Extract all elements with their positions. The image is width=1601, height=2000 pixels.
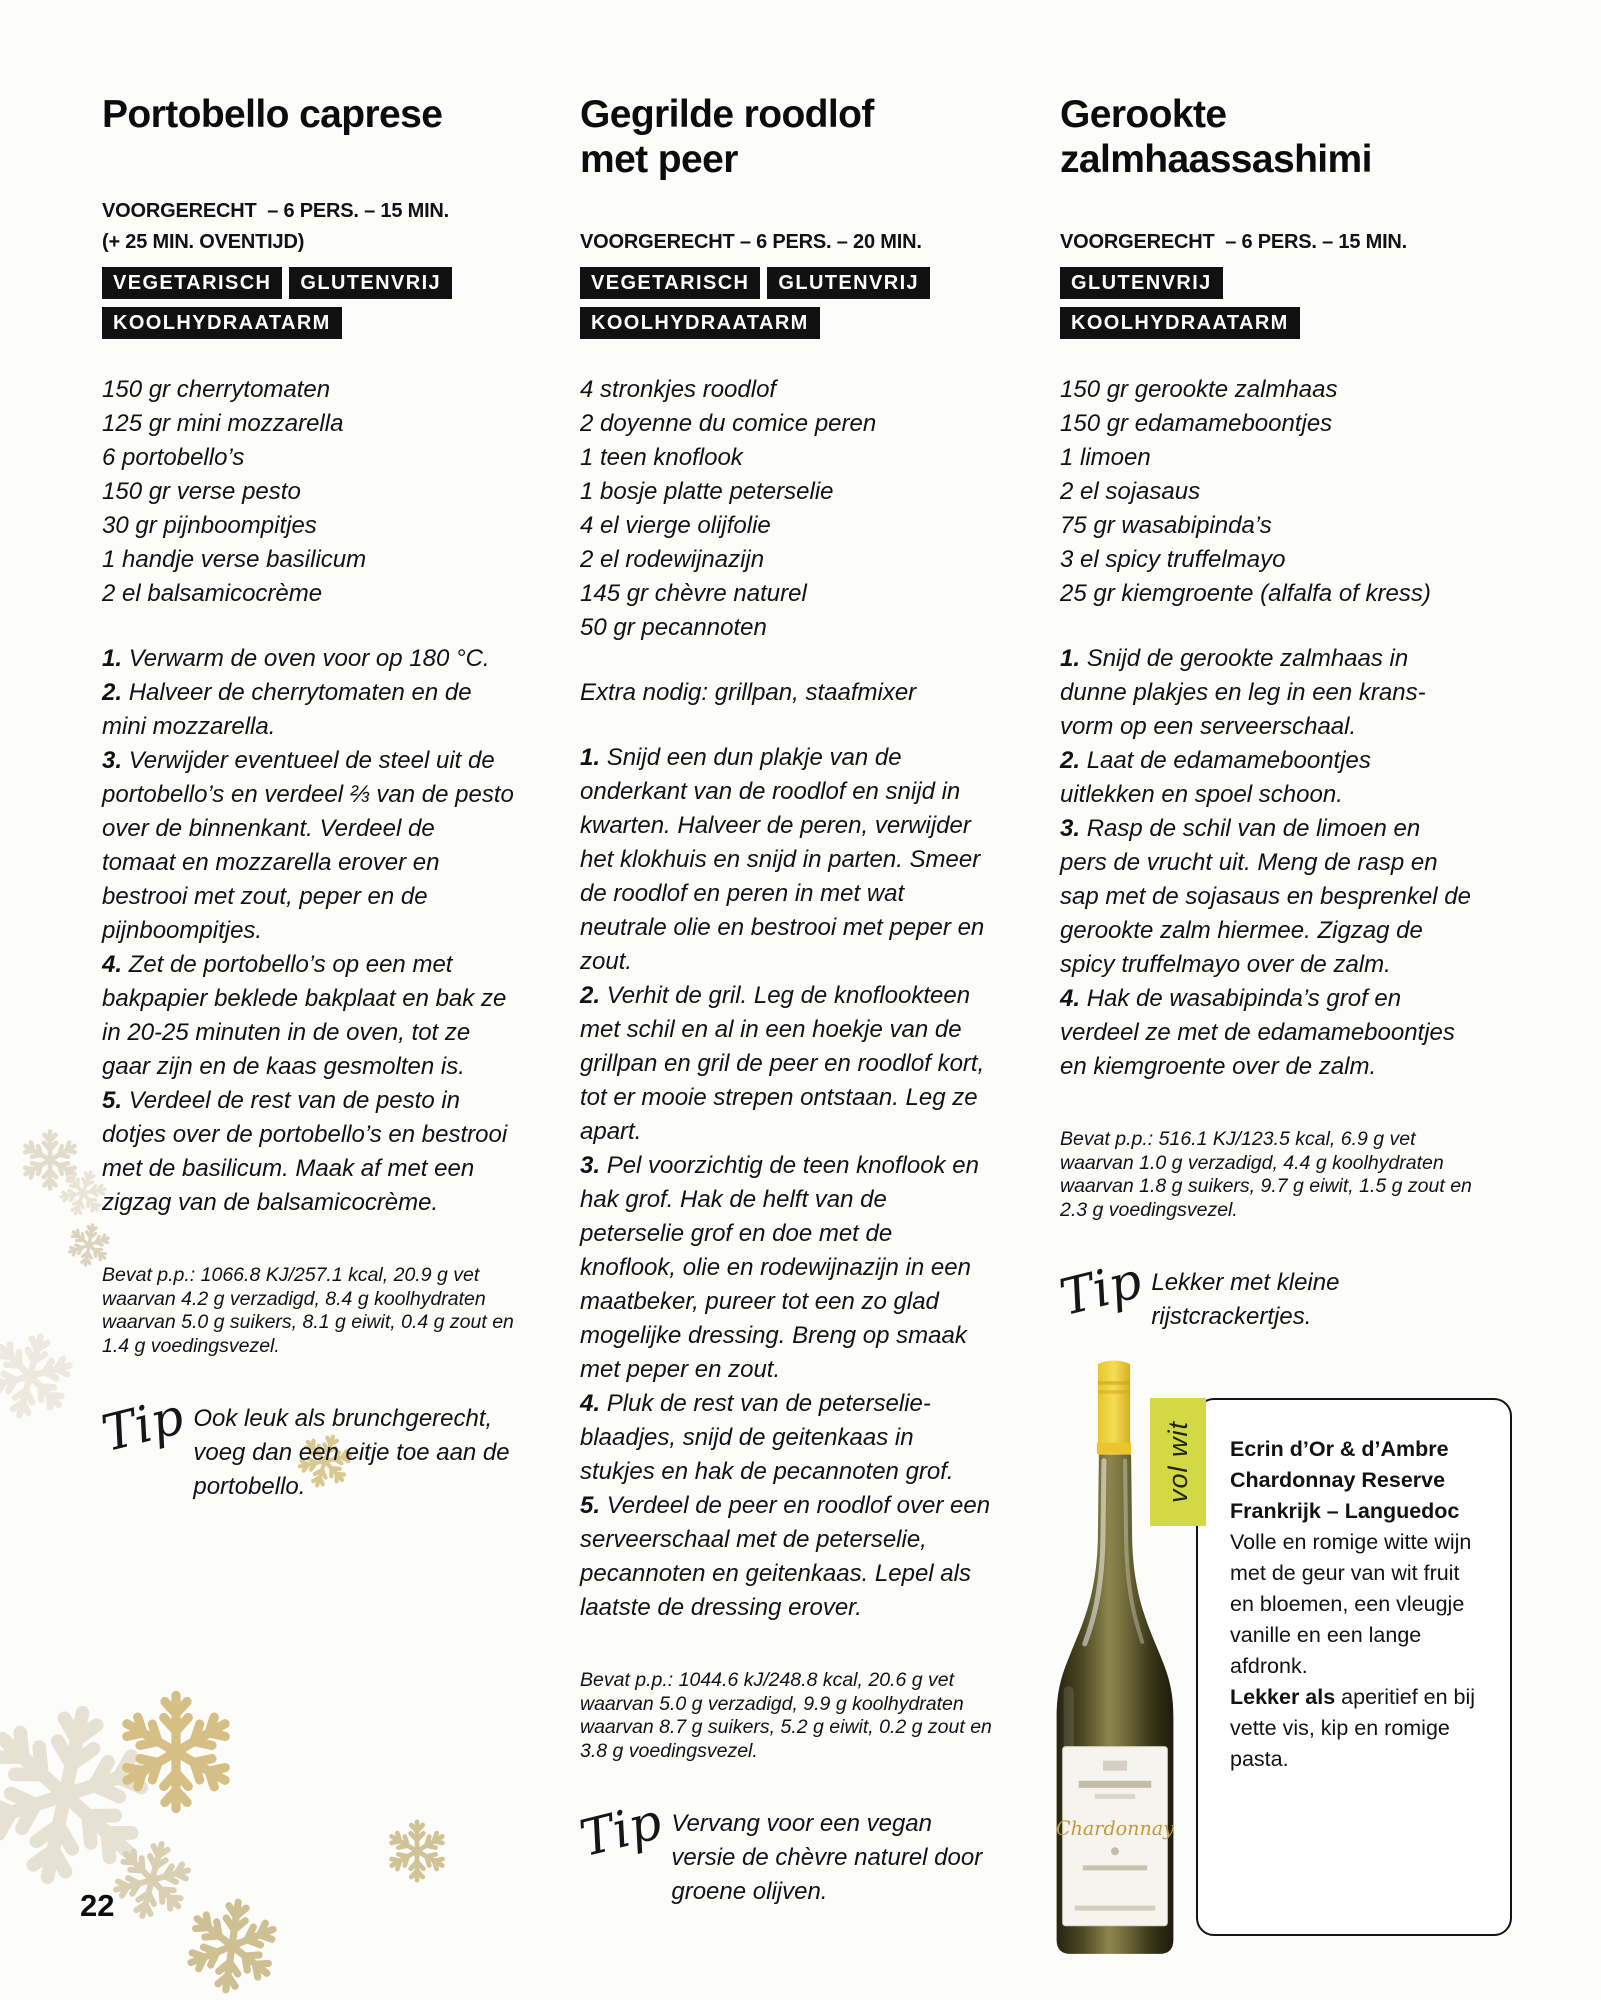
ingredient: 2 doyenne du comice peren bbox=[580, 410, 877, 437]
recipe-meta-line: VOORGERECHT – 6 PERS. – 20 MIN. bbox=[580, 231, 922, 253]
recipe-meta bbox=[580, 196, 992, 258]
ingredient: 4 el vierge olijfolie bbox=[580, 512, 771, 539]
ingredient-list bbox=[1060, 373, 1472, 611]
wine-name-line: Ecrin d’Or & d’Ambre bbox=[1230, 1437, 1449, 1461]
step-number: 3. bbox=[1060, 815, 1081, 842]
wine-pairing bbox=[1230, 1682, 1488, 1775]
step-list bbox=[102, 642, 514, 1220]
step-number: 1. bbox=[1060, 645, 1081, 672]
recipe-column-roodlof bbox=[574, 92, 992, 1909]
ingredient: 6 portobello’s bbox=[102, 444, 245, 471]
recipe-tags bbox=[1060, 267, 1472, 347]
step-text: Snijd de gerookte zalmhaas in dunne plakjes en leg in een krans-vorm op een serveerschaal. bbox=[1060, 645, 1426, 740]
diet-tag: VEGETARISCH bbox=[102, 267, 282, 299]
recipe-step bbox=[102, 642, 514, 676]
nutrition-info: Bevat p.p.: 1044.6 kJ/248.8 kcal, 20.6 g vet waarvan 5.0 g verzadigd, 9.9 g koolhydraten waarvan 8.7 g suikers, 5.2 g eiwit, 0.2 g zout en 3.8 g voedingsvezel. bbox=[580, 1669, 992, 1762]
recipe-title bbox=[580, 92, 992, 196]
ingredient: 125 gr mini mozzarella bbox=[102, 410, 344, 437]
step-text: Verdeel de rest van de pesto in dotjes over de portobello’s en bestrooi met de basilicum. Maak af met een zigzag van de balsamicocrème. bbox=[102, 1087, 508, 1216]
nutrition-info: Bevat p.p.: 516.1 KJ/123.5 kcal, 6.9 g vet waarvan 1.0 g verzadigd, 4.4 g koolhydraten waarvan 1.8 g suikers, 9.7 g eiwit, 1.5 g zout en 2.3 g voedingsvezel. bbox=[1060, 1128, 1472, 1221]
snowflake-icon bbox=[0, 1320, 86, 1433]
recipe-step bbox=[1060, 812, 1472, 982]
wine-name bbox=[1230, 1434, 1488, 1527]
nutrition-info: Bevat p.p.: 1066.8 KJ/257.1 kcal, 20.9 g vet waarvan 4.2 g verzadigd, 8.4 g koolhydraten waarvan 5.0 g suikers, 8.1 g eiwit, 0.4 g zout en 1.4 g voedingsvezel. bbox=[102, 1264, 514, 1357]
wine-type-badge-label: vol wit bbox=[1162, 1420, 1193, 1503]
recipe-step bbox=[102, 948, 514, 1084]
step-list bbox=[1060, 642, 1472, 1084]
wine-recommendation-card bbox=[1196, 1398, 1512, 1936]
recipe-step bbox=[580, 979, 992, 1149]
extra-needed: Extra nodig: grillpan, staafmixer bbox=[580, 679, 917, 706]
diet-tag: VEGETARISCH bbox=[580, 267, 760, 299]
ingredient: 3 el spicy truffelmayo bbox=[1060, 546, 1286, 573]
recipe-meta-line: VOORGERECHT – 6 PERS. – 15 MIN. bbox=[1060, 231, 1408, 253]
recipe-title bbox=[102, 92, 514, 196]
diet-tag: KOOLHYDRAATARM bbox=[1060, 307, 1300, 339]
ingredient: 145 gr chèvre naturel bbox=[580, 580, 807, 607]
ingredient: 1 teen knoflook bbox=[580, 444, 743, 471]
step-number: 4. bbox=[580, 1390, 601, 1417]
snowflake-icon bbox=[112, 1688, 240, 1816]
recipe-step bbox=[102, 1084, 514, 1220]
bottle-label-text: Chardonnay bbox=[1056, 1817, 1174, 1841]
step-number: 4. bbox=[1060, 985, 1081, 1012]
recipe-step bbox=[102, 676, 514, 744]
ingredient: 2 el balsamicocrème bbox=[102, 580, 323, 607]
bottle-capsule bbox=[1098, 1361, 1130, 1455]
snowflake-icon bbox=[176, 1890, 289, 2000]
recipe-column-zalm bbox=[1054, 92, 1472, 1334]
step-text: Verhit de gril. Leg de knoflookteen met schil en al in een hoekje van de grillpan en gril de peer en roodlof kort, tot er mooie strepen ontstaan. Leg ze apart. bbox=[580, 982, 985, 1145]
ingredient: 75 gr wasabipinda’s bbox=[1060, 512, 1272, 539]
recipe-step bbox=[580, 1387, 992, 1489]
ingredient: 1 bosje platte peterselie bbox=[580, 478, 834, 505]
recipe-title-line: Gegrilde roodlof bbox=[580, 93, 874, 136]
recipe-column-portobello bbox=[96, 92, 514, 1504]
ingredient: 150 gr verse pesto bbox=[102, 478, 301, 505]
tip-block bbox=[1054, 1251, 1472, 1334]
page-number: 22 bbox=[80, 1888, 115, 1923]
recipe-step bbox=[580, 741, 992, 979]
ingredient: 1 limoen bbox=[1060, 444, 1151, 471]
ingredient: 30 gr pijnboompitjes bbox=[102, 512, 317, 539]
step-text: Verwarm de oven voor op 180 °C. bbox=[128, 645, 490, 672]
ingredient: 50 gr pecannoten bbox=[580, 614, 767, 641]
ingredient: 150 gr cherrytomaten bbox=[102, 376, 331, 403]
step-text: Hak de wasabipinda’s grof en verdeel ze met de edamameboontjes en kiemgroente over de zalm. bbox=[1060, 985, 1455, 1080]
ingredient: 2 el rodewijnazijn bbox=[580, 546, 765, 573]
tip-block bbox=[574, 1792, 992, 1909]
step-number: 2. bbox=[1060, 747, 1081, 774]
recipe-step bbox=[580, 1149, 992, 1387]
step-number: 4. bbox=[102, 951, 123, 978]
ingredient-list bbox=[580, 373, 992, 645]
step-number: 5. bbox=[580, 1492, 601, 1519]
tip-script-label: Tip bbox=[574, 1792, 668, 1868]
tip-script-label: Tip bbox=[96, 1387, 190, 1463]
recipe-meta bbox=[102, 196, 514, 258]
wine-description: Volle en romige witte wijn met de geur van wit fruit en bloemen, een vleugje vanille en een lange afdronk. bbox=[1230, 1530, 1472, 1678]
recipe-title-line: zalmhaassashimi bbox=[1060, 138, 1372, 181]
recipe-title-line: Gerookte bbox=[1060, 93, 1227, 136]
step-number: 1. bbox=[102, 645, 123, 672]
step-text: Laat de edamameboontjes uitlekken en spoel schoon. bbox=[1060, 747, 1371, 808]
ingredient: 150 gr edamameboontjes bbox=[1060, 410, 1333, 437]
recipe-meta-line: (+ 25 MIN. OVENTIJD) bbox=[102, 231, 305, 253]
step-text: Verwijder eventueel de steel uit de portobello’s en verdeel ⅔ van de pesto over de binnenkant. Verdeel de tomaat en mozzarella erover en bestrooi met zout, peper en de pijnboompitjes. bbox=[102, 747, 514, 944]
recipe-step bbox=[1060, 982, 1472, 1084]
wine-bottle-image bbox=[1048, 1354, 1182, 1966]
recipe-tags bbox=[580, 267, 992, 347]
tip-block bbox=[96, 1387, 514, 1504]
ingredient: 2 el sojasaus bbox=[1060, 478, 1201, 505]
step-list bbox=[580, 741, 992, 1625]
wine-pairing-text: aperitief en bij vette vis, kip en romige pasta. bbox=[1230, 1685, 1476, 1771]
step-text: Verdeel de peer en roodlof over een serveerschaal met de peterselie, pecannoten en geitenkaas. Lepel als laatste de dressing erover. bbox=[580, 1492, 991, 1621]
diet-tag: KOOLHYDRAATARM bbox=[102, 307, 342, 339]
recipe-step bbox=[580, 1489, 992, 1625]
step-text: Pluk de rest van de peterselie-blaadjes, snijd de geitenkaas in stukjes en hak de pecannoten grof. bbox=[580, 1390, 954, 1485]
recipe-meta-line: VOORGERECHT – 6 PERS. – 15 MIN. bbox=[102, 200, 450, 222]
step-number: 1. bbox=[580, 744, 601, 771]
tip-text: Vervang voor een vegan versie de chèvre naturel door groene olijven. bbox=[671, 1810, 983, 1905]
snowflake-icon bbox=[384, 1818, 450, 1884]
wine-name-line: Frankrijk – Languedoc bbox=[1230, 1499, 1460, 1523]
recipe-tags bbox=[102, 267, 514, 347]
diet-tag: GLUTENVRIJ bbox=[767, 267, 930, 299]
step-number: 2. bbox=[102, 679, 123, 706]
ingredient: 1 handje verse basilicum bbox=[102, 546, 367, 573]
tip-text: Ook leuk als brunchgerecht, voeg dan een eitje toe aan de portobello. bbox=[193, 1405, 510, 1500]
wine-pairing-label: Lekker als bbox=[1230, 1685, 1336, 1709]
step-text: Rasp de schil van de limoen en pers de vrucht uit. Meng de rasp en sap met de sojasaus en besprenkel de gerookte zalm hiermee. Zigzag de spicy truffelmayo over de zalm. bbox=[1060, 815, 1471, 978]
diet-tag: GLUTENVRIJ bbox=[1060, 267, 1223, 299]
recipe-title-line: Portobello caprese bbox=[102, 93, 443, 136]
step-text: Zet de portobello’s op een met bakpapier beklede bakplaat en bak ze in 20-25 minuten in de oven, tot ze gaar zijn en de kaas gesmolten is. bbox=[102, 951, 507, 1080]
ingredient: 4 stronkjes roodlof bbox=[580, 376, 777, 403]
step-text: Pel voorzichtig de teen knoflook en hak grof. Hak de helft van de peterselie grof en doe met de knoflook, olie en rodewijnazijn in een maatbeker, pureer tot een zo glad mogelijke dressing. Breng op smaak met peper en zout. bbox=[580, 1152, 979, 1383]
recipe-title-line: met peer bbox=[580, 138, 738, 181]
step-number: 3. bbox=[580, 1152, 601, 1179]
recipe-title bbox=[1060, 92, 1472, 196]
ingredient: 150 gr gerookte zalmhaas bbox=[1060, 376, 1338, 403]
wine-name-line: Chardonnay Reserve bbox=[1230, 1468, 1446, 1492]
recipe-step bbox=[1060, 642, 1472, 744]
ingredient-list bbox=[102, 373, 514, 611]
diet-tag: GLUTENVRIJ bbox=[289, 267, 452, 299]
step-number: 3. bbox=[102, 747, 123, 774]
step-number: 2. bbox=[580, 982, 601, 1009]
recipe-step bbox=[102, 744, 514, 948]
tip-text: Lekker met kleine rijstcrackertjes. bbox=[1151, 1269, 1340, 1330]
tip-script-label: Tip bbox=[1054, 1251, 1148, 1327]
step-number: 5. bbox=[102, 1087, 123, 1114]
step-text: Snijd een dun plakje van de onderkant van de roodlof en snijd in kwarten. Halveer de peren, verwijder het klokhuis en snijd in parten. Smeer de roodlof en peren in met wat neutrale olie en bestrooi met peper en zout. bbox=[580, 744, 985, 975]
ingredient: 25 gr kiemgroente (alfalfa of kress) bbox=[1060, 580, 1431, 607]
recipe-step bbox=[1060, 744, 1472, 812]
diet-tag: KOOLHYDRAATARM bbox=[580, 307, 820, 339]
recipe-meta bbox=[1060, 196, 1472, 258]
step-text: Halveer de cherrytomaten en de mini mozzarella. bbox=[102, 679, 472, 740]
